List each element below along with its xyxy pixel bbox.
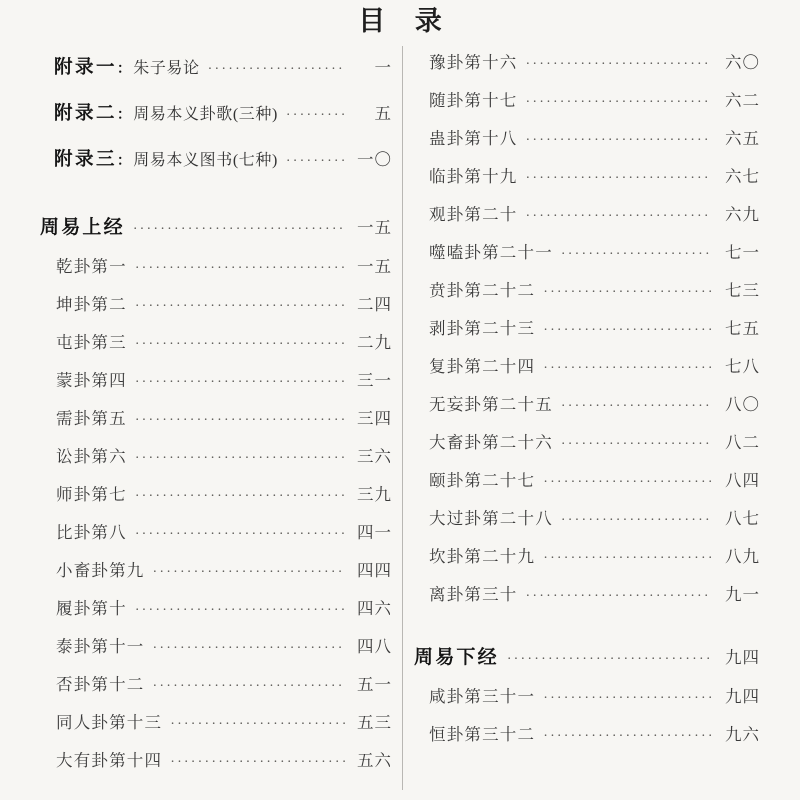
entry-page-number: 六二 bbox=[725, 91, 760, 110]
entry-page-number: 八二 bbox=[725, 433, 760, 452]
dot-leader bbox=[135, 288, 345, 326]
entry-row[interactable] bbox=[429, 462, 760, 500]
entry-page-number: 四八 bbox=[357, 637, 392, 656]
right-entry-list-bottom bbox=[414, 678, 760, 754]
dot-leader bbox=[526, 46, 712, 84]
dot-leader bbox=[526, 84, 712, 122]
entry-title: 小畜卦第九 bbox=[56, 561, 145, 580]
dot-leader bbox=[135, 440, 345, 478]
entry-page-number: 八〇 bbox=[725, 395, 760, 414]
appendix-key: 附录一 bbox=[54, 56, 118, 77]
entry-label bbox=[429, 120, 518, 158]
entry-row[interactable] bbox=[56, 666, 392, 704]
entry-row[interactable] bbox=[429, 386, 760, 424]
entry-page-number: 六七 bbox=[725, 167, 760, 186]
entry-label bbox=[56, 628, 145, 666]
section-page-number: 一五 bbox=[357, 218, 392, 237]
dot-leader bbox=[561, 502, 711, 540]
entry-label bbox=[56, 666, 145, 704]
entry-row[interactable] bbox=[56, 476, 392, 514]
dot-leader bbox=[526, 198, 712, 236]
entry-title: 观卦第二十 bbox=[429, 205, 518, 224]
entry-label bbox=[56, 590, 127, 628]
entry-page-number: 五一 bbox=[357, 675, 392, 694]
dot-leader bbox=[135, 592, 345, 630]
entry-row[interactable] bbox=[56, 628, 392, 666]
dot-leader bbox=[135, 326, 345, 364]
entry-page-number: 三一 bbox=[357, 371, 392, 390]
dot-leader bbox=[170, 706, 345, 744]
entry-row[interactable] bbox=[56, 438, 392, 476]
entry-title: 大畜卦第二十六 bbox=[429, 433, 553, 452]
left-entry-list bbox=[40, 248, 392, 780]
entry-page-number: 七八 bbox=[725, 357, 760, 376]
entry-label bbox=[429, 678, 535, 716]
entry-label bbox=[56, 438, 127, 476]
entry-page-number: 四四 bbox=[357, 561, 392, 580]
entry-row[interactable] bbox=[56, 552, 392, 590]
entry-page-number: 九六 bbox=[725, 725, 760, 744]
entry-row[interactable] bbox=[429, 716, 760, 754]
section-label bbox=[40, 208, 125, 248]
appendix-section-gap bbox=[40, 182, 392, 208]
entry-row[interactable] bbox=[429, 44, 760, 82]
entry-title: 豫卦第十六 bbox=[429, 53, 518, 72]
dot-leader bbox=[153, 668, 346, 706]
appendix-row[interactable] bbox=[54, 136, 392, 182]
right-entry-list-top bbox=[414, 44, 760, 614]
appendix-list bbox=[40, 44, 392, 182]
entry-label bbox=[56, 248, 127, 286]
entry-page-number: 七五 bbox=[725, 319, 760, 338]
entry-label bbox=[429, 158, 518, 196]
entry-row[interactable] bbox=[429, 158, 760, 196]
entry-page-number: 八七 bbox=[725, 509, 760, 528]
dot-leader bbox=[135, 478, 345, 516]
entry-title: 离卦第三十 bbox=[429, 585, 518, 604]
entry-row[interactable] bbox=[56, 248, 392, 286]
dot-leader bbox=[526, 160, 712, 198]
dot-leader bbox=[135, 402, 345, 440]
entry-page-number: 九四 bbox=[725, 687, 760, 706]
appendix-colon: ： bbox=[117, 62, 133, 77]
entry-title: 大过卦第二十八 bbox=[429, 509, 553, 528]
entry-row[interactable] bbox=[429, 500, 760, 538]
entry-title: 泰卦第十一 bbox=[56, 637, 145, 656]
entry-label bbox=[429, 386, 553, 424]
dot-leader bbox=[526, 578, 712, 616]
entry-label bbox=[56, 286, 127, 324]
entry-label bbox=[429, 576, 518, 614]
dot-leader bbox=[543, 312, 711, 350]
section-row[interactable] bbox=[40, 208, 392, 248]
entry-row[interactable] bbox=[429, 272, 760, 310]
entry-title: 履卦第十 bbox=[56, 599, 127, 618]
appendix-row[interactable] bbox=[54, 90, 392, 136]
entry-title: 蒙卦第四 bbox=[56, 371, 127, 390]
column-divider bbox=[402, 46, 403, 790]
entry-title: 贲卦第二十二 bbox=[429, 281, 536, 300]
entry-title: 讼卦第六 bbox=[56, 447, 127, 466]
appendix-title: 朱子易论 bbox=[133, 60, 200, 77]
entry-page-number: 六九 bbox=[725, 205, 760, 224]
entry-title: 复卦第二十四 bbox=[429, 357, 536, 376]
appendix-label bbox=[54, 90, 278, 139]
entry-page-number: 五三 bbox=[357, 713, 392, 732]
section-page-number: 九四 bbox=[725, 648, 760, 667]
entry-title: 屯卦第三 bbox=[56, 333, 127, 352]
section-title: 周易上经 bbox=[40, 217, 125, 238]
entry-label bbox=[429, 462, 535, 500]
entry-title: 颐卦第二十七 bbox=[429, 471, 536, 490]
entry-title: 师卦第七 bbox=[56, 485, 127, 504]
appendix-page-number: 一〇 bbox=[357, 150, 392, 169]
entry-page-number: 二九 bbox=[357, 333, 392, 352]
dot-leader bbox=[286, 139, 345, 185]
entry-label bbox=[56, 704, 162, 742]
entry-label bbox=[56, 400, 127, 438]
dot-leader bbox=[543, 274, 711, 312]
entry-title: 大有卦第十四 bbox=[56, 751, 163, 770]
dot-leader bbox=[543, 540, 711, 578]
entry-title: 恒卦第三十二 bbox=[429, 725, 536, 744]
entry-row[interactable] bbox=[56, 704, 392, 742]
entry-title: 比卦第八 bbox=[56, 523, 127, 542]
dot-leader bbox=[561, 426, 711, 464]
entry-row[interactable] bbox=[56, 362, 392, 400]
entry-title: 无妄卦第二十五 bbox=[429, 395, 553, 414]
entry-page-number: 七一 bbox=[725, 243, 760, 262]
dot-leader bbox=[286, 93, 345, 139]
entry-row[interactable] bbox=[56, 590, 392, 628]
entry-page-number: 九一 bbox=[725, 585, 760, 604]
dot-leader bbox=[135, 250, 345, 288]
entry-row[interactable] bbox=[429, 538, 760, 576]
entry-label bbox=[429, 310, 535, 348]
entry-row[interactable] bbox=[429, 576, 760, 614]
dot-leader bbox=[135, 364, 345, 402]
entry-label bbox=[429, 716, 535, 754]
entry-row[interactable] bbox=[429, 120, 760, 158]
entry-row[interactable] bbox=[429, 678, 760, 716]
dot-leader bbox=[135, 516, 345, 554]
right-column bbox=[414, 44, 760, 754]
appendix-label bbox=[54, 136, 278, 185]
appendix-colon: ： bbox=[117, 108, 133, 123]
appendix-colon: ： bbox=[117, 154, 133, 169]
entry-title: 咸卦第三十一 bbox=[429, 687, 536, 706]
dot-leader bbox=[170, 744, 345, 782]
entry-row[interactable] bbox=[429, 82, 760, 120]
entry-title: 需卦第五 bbox=[56, 409, 127, 428]
entry-label bbox=[56, 552, 145, 590]
entry-label bbox=[429, 500, 553, 538]
entry-label bbox=[429, 272, 535, 310]
dot-leader bbox=[507, 640, 711, 680]
entry-title: 随卦第十七 bbox=[429, 91, 518, 110]
entry-label bbox=[56, 514, 127, 552]
appendix-page-number: 一 bbox=[374, 58, 392, 77]
entry-row[interactable] bbox=[429, 310, 760, 348]
dot-leader bbox=[561, 388, 711, 426]
entry-title: 否卦第十二 bbox=[56, 675, 145, 694]
entry-page-number: 二四 bbox=[357, 295, 392, 314]
entry-title: 临卦第十九 bbox=[429, 167, 518, 186]
appendix-key: 附录二 bbox=[54, 102, 118, 123]
entry-row[interactable] bbox=[56, 514, 392, 552]
dot-leader bbox=[561, 236, 711, 274]
dot-leader bbox=[208, 47, 345, 93]
appendix-page-number: 五 bbox=[374, 104, 392, 123]
entry-row[interactable] bbox=[56, 324, 392, 362]
entry-title: 坤卦第二 bbox=[56, 295, 127, 314]
left-column bbox=[40, 44, 392, 780]
entry-label bbox=[429, 348, 535, 386]
dot-leader bbox=[153, 554, 346, 592]
appendix-label bbox=[54, 44, 200, 93]
entry-label bbox=[56, 362, 127, 400]
appendix-key: 附录三 bbox=[54, 148, 118, 169]
entry-label bbox=[429, 424, 553, 462]
dot-leader bbox=[526, 122, 712, 160]
entry-row[interactable] bbox=[56, 742, 392, 780]
entry-label bbox=[429, 44, 518, 82]
section-label bbox=[414, 638, 499, 678]
entry-page-number: 三六 bbox=[357, 447, 392, 466]
entry-title: 坎卦第二十九 bbox=[429, 547, 536, 566]
dot-leader bbox=[543, 464, 711, 502]
appendix-row[interactable] bbox=[54, 44, 392, 90]
entry-row[interactable] bbox=[56, 400, 392, 438]
entry-label bbox=[56, 742, 162, 780]
entry-row[interactable] bbox=[56, 286, 392, 324]
appendix-title: 周易本义图书(七种) bbox=[133, 152, 278, 169]
dot-leader bbox=[543, 350, 711, 388]
dot-leader bbox=[543, 718, 711, 756]
section-heading-shangjing bbox=[40, 208, 392, 248]
entry-page-number: 六〇 bbox=[725, 53, 760, 72]
entry-page-number: 四六 bbox=[357, 599, 392, 618]
entry-page-number: 三九 bbox=[357, 485, 392, 504]
entry-page-number: 一五 bbox=[357, 257, 392, 276]
entry-label bbox=[429, 538, 535, 576]
entry-label bbox=[56, 324, 127, 362]
section-title: 周易下经 bbox=[414, 647, 499, 668]
entry-page-number: 八九 bbox=[725, 547, 760, 566]
section-heading-xiajing bbox=[414, 638, 760, 678]
entry-title: 同人卦第十三 bbox=[56, 713, 163, 732]
entry-page-number: 五六 bbox=[357, 751, 392, 770]
dot-leader bbox=[543, 680, 711, 718]
dot-leader bbox=[153, 630, 346, 668]
section-row[interactable] bbox=[414, 638, 760, 678]
entry-page-number: 六五 bbox=[725, 129, 760, 148]
entry-title: 乾卦第一 bbox=[56, 257, 127, 276]
entry-row[interactable] bbox=[429, 196, 760, 234]
entry-label bbox=[429, 234, 553, 272]
entry-label bbox=[56, 476, 127, 514]
entry-title: 蛊卦第十八 bbox=[429, 129, 518, 148]
page-title: 目 录 bbox=[358, 6, 453, 36]
entry-label bbox=[429, 196, 518, 234]
entry-page-number: 八四 bbox=[725, 471, 760, 490]
appendix-title: 周易本义卦歌(三种) bbox=[133, 106, 278, 123]
entry-label bbox=[429, 82, 518, 120]
entry-title: 噬嗑卦第二十一 bbox=[429, 243, 553, 262]
entry-title: 剥卦第二十三 bbox=[429, 319, 536, 338]
entry-row[interactable] bbox=[429, 234, 760, 272]
dot-leader bbox=[133, 210, 345, 250]
entry-page-number: 三四 bbox=[357, 409, 392, 428]
entry-page-number: 七三 bbox=[725, 281, 760, 300]
entry-row[interactable] bbox=[429, 424, 760, 462]
entry-row[interactable] bbox=[429, 348, 760, 386]
entry-page-number: 四一 bbox=[357, 523, 392, 542]
